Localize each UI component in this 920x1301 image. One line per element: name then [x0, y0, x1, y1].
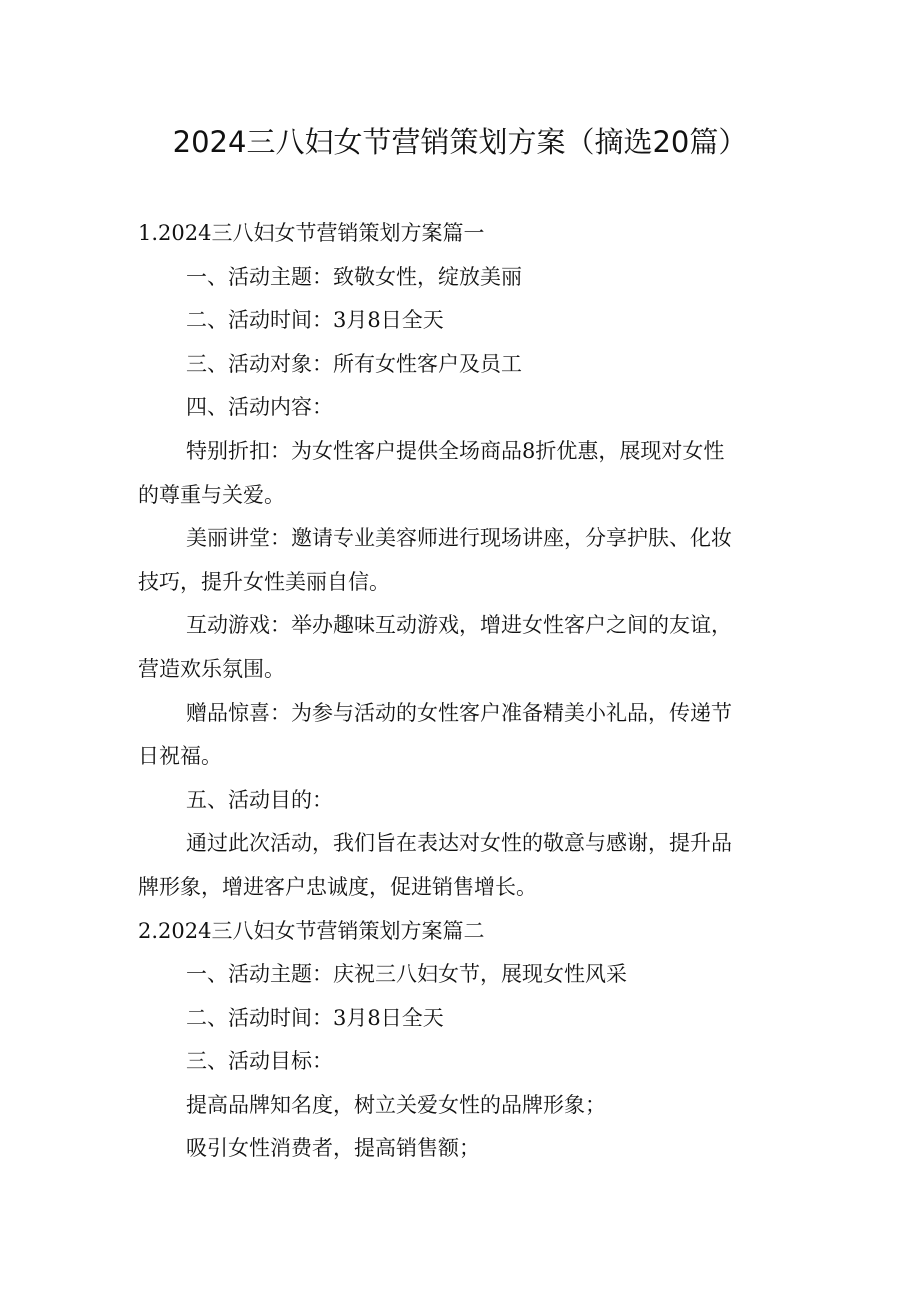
document-line: 三、活动目标： [186, 1049, 333, 1074]
document-title: 2024三八妇女节营销策划方案（摘选20篇） [172, 125, 748, 159]
document-line: 的尊重与关爱。 [138, 482, 285, 507]
document-line: 提高品牌知名度，树立关爱女性的品牌形象； [186, 1092, 606, 1117]
document-line: 一、活动主题：庆祝三八妇女节，展现女性风采 [186, 962, 627, 987]
document-line: 技巧，提升女性美丽自信。 [138, 569, 390, 594]
document-line: 通过此次活动，我们旨在表达对女性的敬意与感谢，提升品 [186, 831, 732, 856]
document-line: 四、活动内容： [186, 395, 333, 420]
document-line: 美丽讲堂：邀请专业美容师进行现场讲座，分享护肤、化妆 [186, 526, 732, 551]
document-line: 1.2024三八妇女节营销策划方案篇一 [138, 221, 485, 245]
document-line: 二、活动时间：3月8日全天 [186, 1005, 444, 1030]
document-line: 特别折扣：为女性客户提供全场商品8折优惠，展现对女性 [186, 438, 725, 463]
document-line: 二、活动时间：3月8日全天 [186, 308, 444, 333]
document-line: 三、活动对象：所有女性客户及员工 [186, 351, 522, 376]
document-line: 赠品惊喜：为参与活动的女性客户准备精美小礼品，传递节 [186, 700, 732, 725]
document-body [138, 212, 786, 1171]
document-line: 2.2024三八妇女节营销策划方案篇二 [138, 918, 485, 943]
document-line: 日祝福。 [138, 744, 222, 769]
document-line: 吸引女性消费者，提高销售额； [186, 1136, 480, 1161]
document-line: 一、活动主题：致敬女性，绽放美丽 [186, 264, 522, 289]
document-line: 牌形象，增进客户忠诚度，促进销售增长。 [138, 874, 537, 899]
document-line: 营造欢乐氛围。 [138, 656, 285, 681]
document-line: 互动游戏：举办趣味互动游戏，增进女性客户之间的友谊， [186, 613, 732, 638]
document-line: 五、活动目的： [186, 787, 333, 812]
